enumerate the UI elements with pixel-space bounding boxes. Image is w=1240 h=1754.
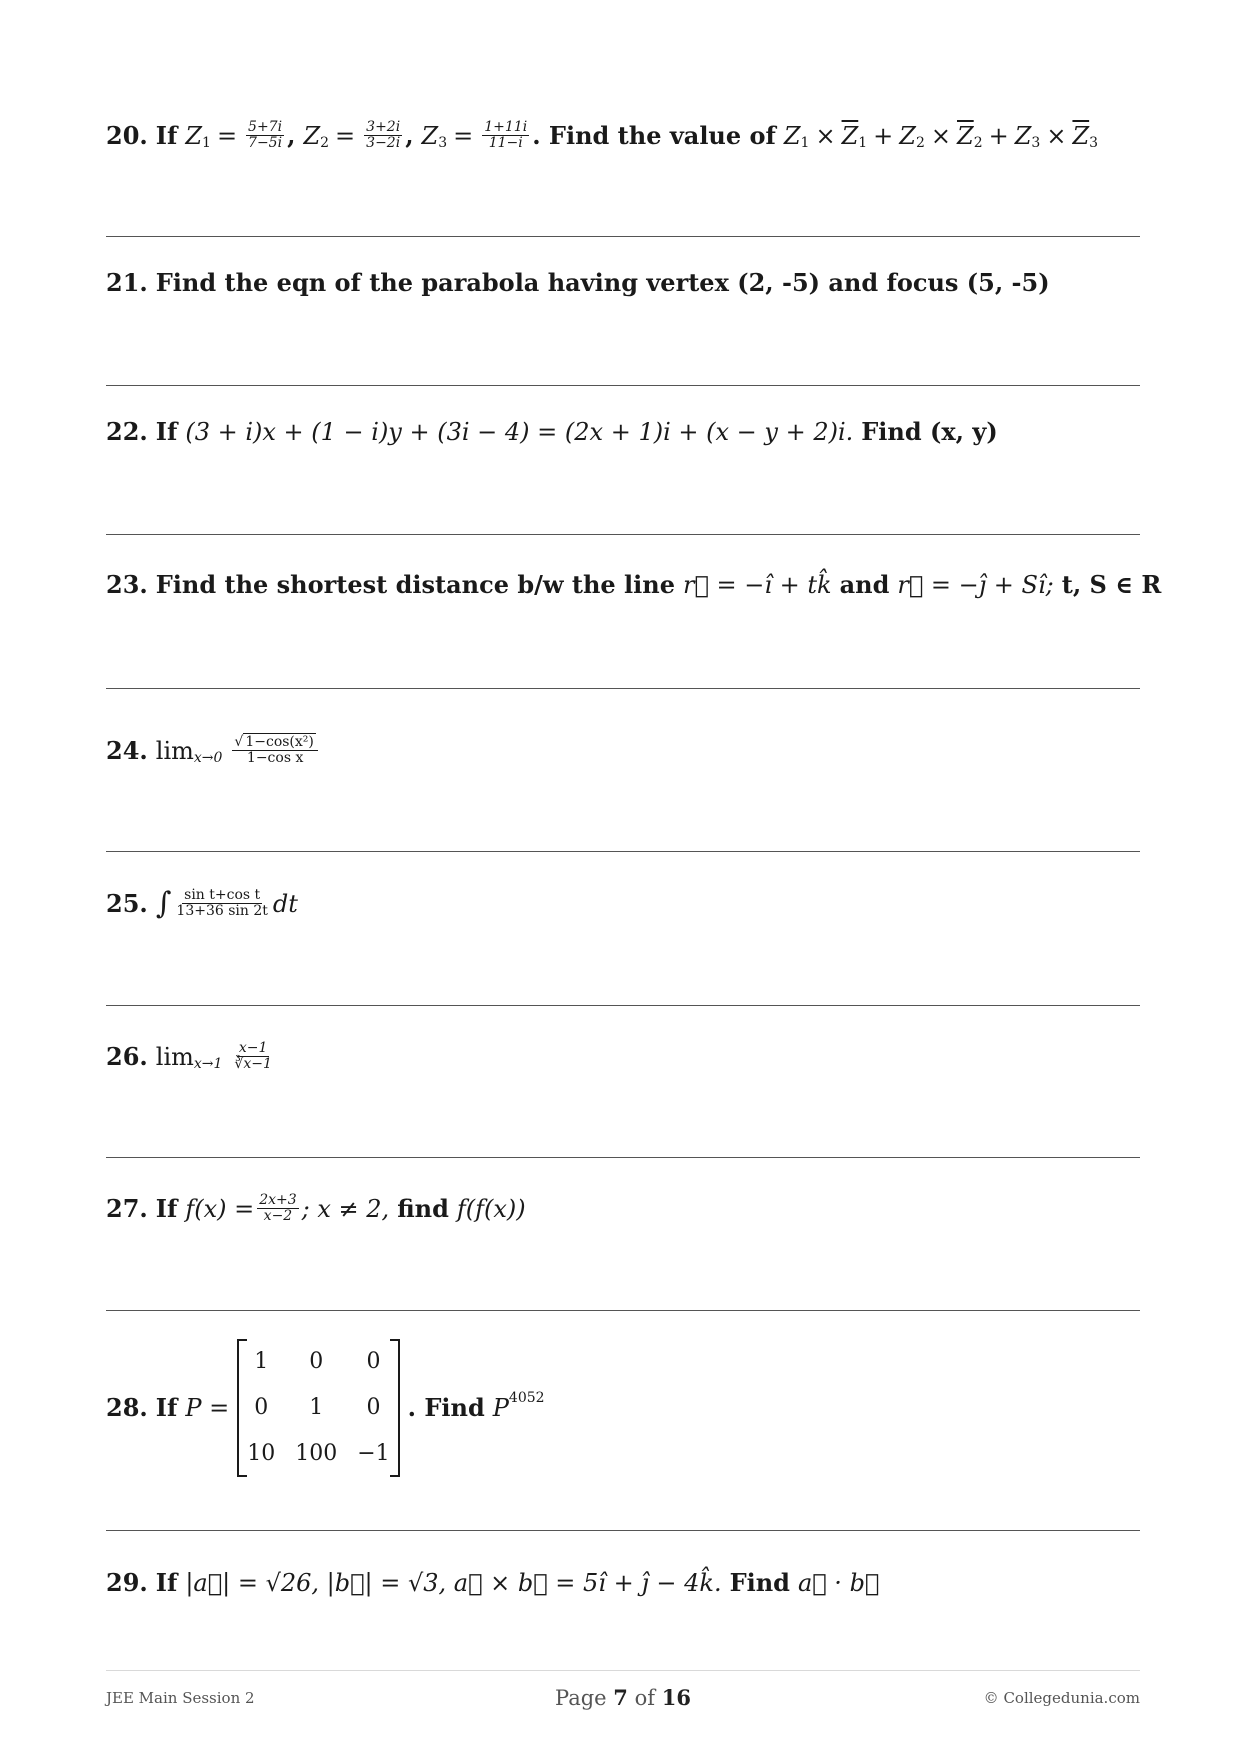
find-word: . Find [407,1393,485,1422]
question-lead: If [155,1568,178,1597]
line-2-equation: r⃗ = −ĵ + Sî; [897,571,1054,599]
fraction-numerator: 2x+3 [259,1192,297,1208]
matrix-row [237,1339,399,1385]
power-base: P [492,1394,509,1422]
conjunction: and [839,570,890,599]
matrix-cell: 10 [247,1441,276,1466]
question-21 [106,268,1050,298]
matrix-p [237,1339,399,1477]
fraction-numerator: x−1 [238,1040,268,1056]
expr-subscript: 3 [1089,134,1099,151]
expr-z-conjugate: $\overline{Z}$ [957,121,974,150]
question-lead: If [155,417,178,446]
question-20: 20. If Z 1 = $\frac{5+7i}{7-5i}$ , Z 2 = $\frac{3+2i}{3-2i}$ , Z 3 = $\frac{1+11i}{11-i}$ . Find the value of Z 1 × $\overline{Z}$ 1 + Z 2 × $\overline{Z}$ 2 + Z 3 × $\overline{Z}$ 3 [106,120,1098,151]
matrix-cell: 0 [366,1349,381,1374]
fraction-numerator: sin t+cos t [184,887,261,903]
question-23 [106,570,1161,600]
limit-fraction [232,735,317,766]
limit-fraction [232,1041,273,1072]
question-number: 23. [106,570,148,599]
fraction-denominator: 7−5i [248,135,283,151]
matrix-row [237,1431,399,1477]
divider [106,688,1140,689]
fraction-denominator: 11−i [488,135,523,151]
question-number: 22. [106,417,148,446]
fraction-numerator: 3+2i [366,119,401,135]
question-text: Find (x, y) [861,417,998,446]
matrix-cell: 0 [254,1395,269,1420]
lim-subscript: x→0 [193,749,223,766]
plus-sign: + [988,121,1009,150]
fraction-numerator: 5+7i [248,119,283,135]
expr-z: Z [1014,121,1032,150]
question-number: 20. [106,120,148,150]
z2-subscript: 2 [320,134,330,151]
equation: (3 + i)x + (1 − i)y + (3i − 4) = (2x + 1)i + (x − y + 2)i. [185,418,854,446]
question-number: 25. [106,888,148,918]
vector-condition: |a⃗| = √26, |b⃗| = √3, a⃗ × b⃗ = 5î + ĵ − 4k̂. [185,1569,722,1597]
expr-z: Z [899,121,916,150]
fraction-z2 [364,120,402,151]
find-word: Find [729,1568,790,1597]
right-bracket [390,1339,400,1477]
times-sign: × [815,121,836,150]
divider [106,1157,1140,1158]
question-number: 29. [106,1568,148,1597]
expr-z-conjugate: $\overline{Z}$ [1072,121,1090,150]
matrix-cell: 0 [366,1395,381,1420]
integral-sign: ∫ [155,885,172,921]
matrix-cell: −1 [357,1441,390,1466]
function-def: f(x) = [185,1194,255,1223]
power-exponent: 4052 [508,1390,545,1406]
of-word: of [634,1686,656,1710]
copyright: © Collegedunia.com [983,1689,1140,1707]
composite-function: f(f(x)) [456,1194,526,1223]
fraction-denominator: 13+36 sin 2t [176,903,268,919]
equals-sign: = [216,121,238,150]
page-total: 16 [661,1685,691,1710]
parameter-domain: t, S ∈ R [1061,570,1162,599]
question-number: 28. [106,1393,148,1422]
question-25 [106,885,298,921]
question-29 [106,1568,879,1598]
times-sign: × [1046,121,1067,150]
expr-subscript: 1 [800,134,810,151]
question-lead: If [155,1193,178,1223]
divider [106,1310,1140,1311]
times-sign: × [930,121,951,150]
z2-symbol: Z [303,121,321,150]
page-footer [106,1670,1140,1717]
question-24 [106,735,321,766]
differential: dt [272,889,298,918]
expr-z: Z [783,121,801,150]
page-word: Page [555,1686,607,1710]
question-text: Find the shortest distance b/w the line [155,570,675,599]
question-26 [106,1041,277,1072]
matrix-cell: 0 [309,1349,324,1374]
question-number: 27. [106,1193,148,1223]
condition: ; x ≠ 2, [301,1194,390,1223]
expr-subscript: 2 [915,134,925,151]
divider [106,534,1140,535]
question-text: . Find the value of [532,120,776,150]
z3-subscript: 3 [438,134,448,151]
lim-subscript: x→1 [193,1055,223,1072]
exam-name: JEE Main Session 2 [106,1689,255,1707]
z1-symbol: Z [185,121,203,150]
dot-product: a⃗ · b⃗ [797,1569,880,1597]
equals-sign: = [335,121,356,150]
question-number: 21. [106,268,148,297]
question-lead: If [155,1393,178,1422]
fraction-denominator: ∛x−1 [234,1056,272,1072]
lim-operator: lim [155,736,194,765]
question-text: Find the eqn of the parabola having vertex (2, -5) and focus (5, -5) [155,268,1050,297]
expr-z-conjugate: $\overline{Z}$ [841,121,859,150]
line-1-equation: r⃗ = −î + tk̂ [683,571,832,599]
divider [106,1005,1140,1006]
fraction-denominator: x−2 [263,1208,293,1224]
question-27 [106,1193,526,1224]
integrand-fraction [174,888,269,919]
divider [106,385,1140,386]
divider [106,1530,1140,1531]
fraction-z3 [482,120,529,151]
fraction-denominator: 1−cos x [246,750,304,766]
fraction-numerator: 1+11i [484,119,528,135]
z1-subscript: 1 [202,134,211,151]
divider [106,236,1140,237]
divider [106,851,1140,852]
matrix-cell: 1 [309,1395,324,1420]
lim-operator: lim [155,1042,194,1071]
question-number: 26. [106,1041,148,1071]
question-28 [106,1339,545,1477]
expr-subscript: 1 [858,134,868,151]
page-number: 7 [613,1685,628,1710]
fraction-denominator: 3−2i [366,135,401,151]
plus-sign: + [873,121,894,150]
find-word: find [397,1193,449,1223]
sqrt-symbol: √ [234,734,244,750]
fraction-z1 [246,120,284,151]
z3-symbol: Z [421,121,439,150]
question-22 [106,417,998,447]
expr-subscript: 3 [1031,134,1041,151]
function-fraction [257,1193,298,1224]
question-lead: If [155,120,178,150]
expr-subscript: 2 [973,134,983,151]
matrix-cell: 100 [295,1441,338,1466]
fraction-numerator [232,735,317,751]
sqrt-radicand: 1−cos(x²) [245,734,314,750]
equals-sign: = [453,121,474,150]
question-number: 24. [106,735,148,765]
matrix-name: P = [185,1394,230,1422]
left-bracket [237,1339,247,1477]
matrix-cell: 1 [254,1349,269,1374]
matrix-row [237,1385,399,1431]
